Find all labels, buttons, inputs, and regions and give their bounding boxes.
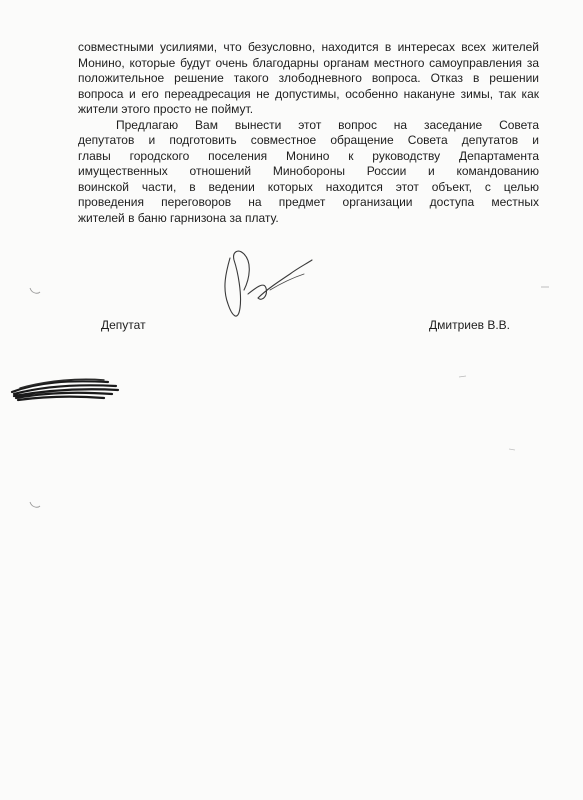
body-line: депутатов и подготовить совместное обращение Совета депутатов и bbox=[78, 133, 539, 147]
body-line: проведения переговоров на предмет организации доступа местных bbox=[78, 195, 539, 209]
scan-speck bbox=[508, 446, 518, 452]
body-line: положительное решение такого злободневного вопроса. Отказ в решении bbox=[78, 71, 539, 85]
scan-speck bbox=[458, 374, 468, 380]
body-line: воинской части, в ведении которых находится этот объект, с целью bbox=[78, 179, 539, 194]
body-line: имущественных отношений Минобороны России и командованию bbox=[78, 164, 539, 178]
handwritten-signature bbox=[208, 238, 328, 328]
letter-body bbox=[78, 40, 539, 226]
body-line: жителей в баню гарнизона за плату. bbox=[78, 210, 279, 225]
punch-hole-mark bbox=[28, 500, 42, 510]
signatory-name: Дмитриев В.В. bbox=[429, 318, 511, 332]
scan-speck bbox=[540, 284, 550, 290]
body-line: Предлагаю Вам вынести этот вопрос на заседание Совета bbox=[116, 117, 539, 132]
body-line: главы городского поселения Монино к руководству Департамента bbox=[78, 148, 539, 163]
signatory-title: Депутат bbox=[101, 318, 146, 332]
body-line: вопроса и его переадресация не допустимы, особенно накануне зимы, так как bbox=[78, 86, 539, 101]
punch-hole-mark bbox=[28, 286, 42, 296]
body-line: жители этого просто не поймут. bbox=[78, 102, 254, 116]
redaction-scribble bbox=[8, 374, 128, 404]
body-line: Монино, которые будут очень благодарны органам местного самоуправления за bbox=[78, 55, 539, 70]
body-line: совместными усилиями, что безусловно, находится в интересах всех жителей bbox=[78, 40, 539, 54]
